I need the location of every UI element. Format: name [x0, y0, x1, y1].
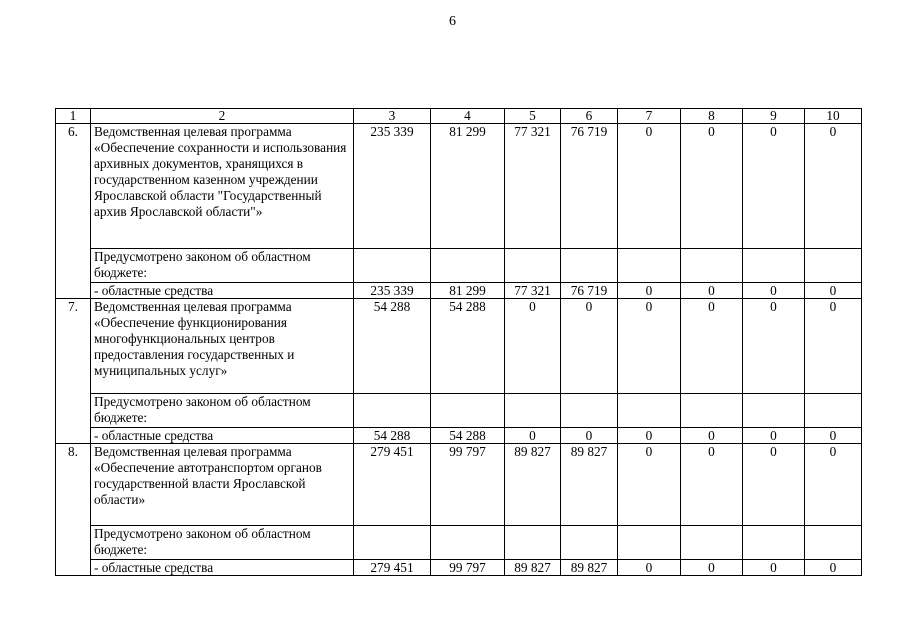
table-row [56, 428, 862, 444]
funds-value-cell: 0 [618, 283, 681, 299]
funds-value-cell: 279 451 [354, 560, 431, 576]
value-cell: 99 797 [431, 444, 505, 526]
value-cell: 0 [681, 124, 743, 249]
table-row [56, 283, 862, 299]
funds-label: - областные средства [91, 560, 354, 576]
value-cell: 0 [618, 444, 681, 526]
value-cell: 0 [505, 299, 561, 394]
funds-value-cell: 0 [743, 428, 805, 444]
table-row [56, 299, 862, 394]
funds-value-cell: 0 [805, 428, 862, 444]
funds-value-cell: 76 719 [561, 283, 618, 299]
funds-value-cell: 54 288 [431, 428, 505, 444]
value-cell: 89 827 [561, 444, 618, 526]
row-number: 8. [56, 444, 91, 576]
table-row [56, 560, 862, 576]
funds-label: - областные средства [91, 428, 354, 444]
value-cell: 89 827 [505, 444, 561, 526]
column-header: 2 [91, 109, 354, 124]
value-cell: 0 [743, 299, 805, 394]
column-header: 3 [354, 109, 431, 124]
table-row [56, 526, 862, 560]
program-name: Ведомственная целевая программа «Обеспечение сохранности и использования архивных документов, хранящихся в государственном казенном учреждении Ярославской области "Государственный архив Ярославской области"» [91, 124, 354, 249]
value-cell: 0 [805, 299, 862, 394]
value-cell: 0 [681, 299, 743, 394]
program-name: Ведомственная целевая программа «Обеспечение автотранспортом органов государственной власти Ярославской области» [91, 444, 354, 526]
budget-table [55, 108, 862, 576]
funds-value-cell: 0 [681, 428, 743, 444]
funds-value-cell: 0 [681, 560, 743, 576]
table-header-row [56, 109, 862, 124]
column-header: 6 [561, 109, 618, 124]
value-cell: 0 [743, 444, 805, 526]
value-cell: 0 [618, 124, 681, 249]
row-number: 7. [56, 299, 91, 444]
table-row [56, 394, 862, 428]
value-cell: 0 [805, 444, 862, 526]
funds-value-cell: 0 [618, 428, 681, 444]
value-cell: 0 [805, 124, 862, 249]
table-row [56, 249, 862, 283]
value-cell: 77 321 [505, 124, 561, 249]
column-header: 5 [505, 109, 561, 124]
value-cell: 0 [681, 444, 743, 526]
column-header: 8 [681, 109, 743, 124]
table-row [56, 124, 862, 249]
program-name: Ведомственная целевая программа «Обеспечение функционирования многофункциональных центров предоставления государственных и муниципальных услуг» [91, 299, 354, 394]
funds-value-cell: 99 797 [431, 560, 505, 576]
value-cell: 81 299 [431, 124, 505, 249]
value-cell: 235 339 [354, 124, 431, 249]
funds-value-cell: 235 339 [354, 283, 431, 299]
column-header: 4 [431, 109, 505, 124]
funds-value-cell: 0 [618, 560, 681, 576]
value-cell: 54 288 [354, 299, 431, 394]
page-number: 6 [449, 14, 456, 29]
value-cell: 279 451 [354, 444, 431, 526]
column-header: 10 [805, 109, 862, 124]
funds-value-cell: 0 [681, 283, 743, 299]
value-cell: 0 [561, 299, 618, 394]
law-label: Предусмотрено законом об областном бюджете: [91, 526, 354, 560]
funds-value-cell: 81 299 [431, 283, 505, 299]
funds-value-cell: 0 [805, 560, 862, 576]
funds-value-cell: 0 [561, 428, 618, 444]
value-cell: 0 [618, 299, 681, 394]
column-header: 1 [56, 109, 91, 124]
funds-value-cell: 0 [805, 283, 862, 299]
row-number: 6. [56, 124, 91, 299]
funds-value-cell: 89 827 [561, 560, 618, 576]
value-cell: 76 719 [561, 124, 618, 249]
law-label: Предусмотрено законом об областном бюджете: [91, 249, 354, 283]
funds-value-cell: 89 827 [505, 560, 561, 576]
column-header: 9 [743, 109, 805, 124]
funds-value-cell: 0 [743, 283, 805, 299]
funds-value-cell: 0 [743, 560, 805, 576]
funds-value-cell: 77 321 [505, 283, 561, 299]
law-label: Предусмотрено законом об областном бюджете: [91, 394, 354, 428]
funds-value-cell: 0 [505, 428, 561, 444]
value-cell: 0 [743, 124, 805, 249]
column-header: 7 [618, 109, 681, 124]
funds-value-cell: 54 288 [354, 428, 431, 444]
funds-label: - областные средства [91, 283, 354, 299]
table-row [56, 444, 862, 526]
value-cell: 54 288 [431, 299, 505, 394]
